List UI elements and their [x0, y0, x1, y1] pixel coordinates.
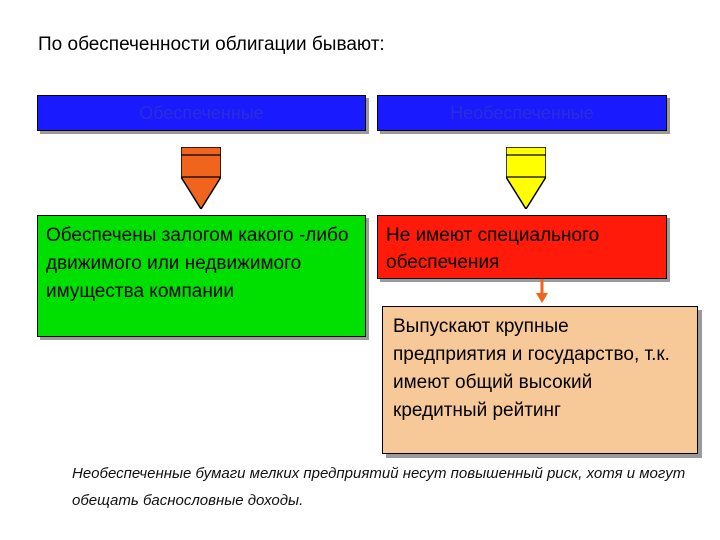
header-unsecured-label: Необеспеченные: [450, 102, 594, 123]
header-secured-label: Обеспеченные: [139, 102, 264, 123]
secured-description-box: Обеспечены залогом какого -либо движимого или недвижимого имущества компании: [37, 215, 366, 337]
connector-arrow-icon: [535, 279, 549, 305]
header-secured: [37, 95, 366, 131]
issuers-description-box: Выпускают крупные предприятия и государство, т.к. имеют общий высокий кредитный рейтинг: [382, 306, 698, 454]
unsecured-description-box: Не имеют специального обеспечения: [377, 215, 667, 279]
arrow-secured-icon: [181, 147, 221, 209]
page-title: По обеспеченности облигации бывают:: [38, 34, 385, 55]
arrow-unsecured-icon: [506, 147, 546, 209]
footnote: Необеспеченные бумаги мелких предприятий несут повышенный риск, хотя и могут обещать баснословные доходы.: [72, 465, 686, 509]
header-unsecured: [377, 95, 667, 131]
